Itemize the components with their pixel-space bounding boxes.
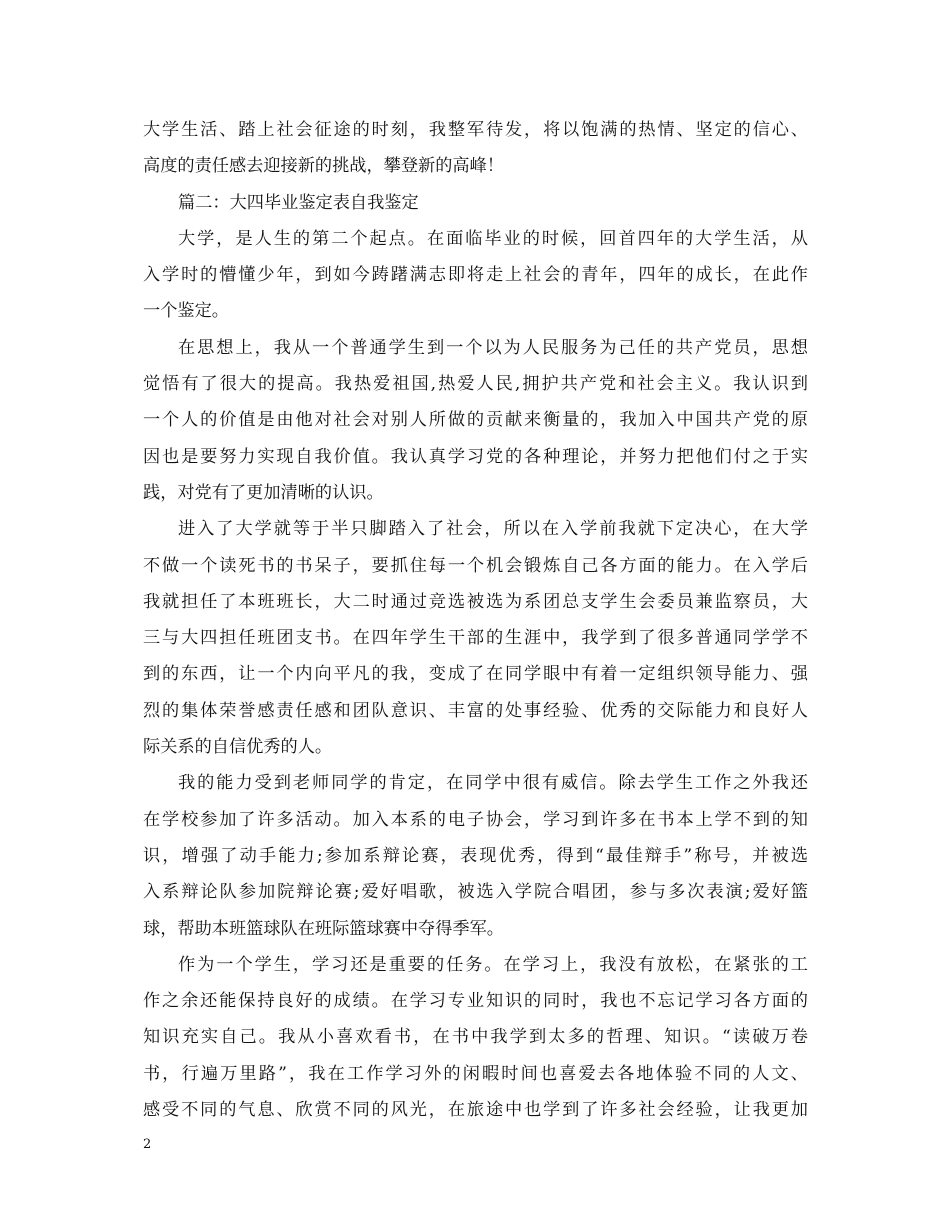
text-line: 书，行遍万里路”，我在工作学习外的闲暇时间也喜爱去各地体验不同的人文、 [143,1063,808,1084]
text-line: 知识充实自己。我从小喜欢看书，在书中我学到太多的哲理、知识。“读破万卷 [143,1027,808,1048]
document-body [143,112,808,1128]
text-line: 球，帮助本班篮球队在班际篮球赛中夺得季军。 [143,918,504,939]
text-line: 一个人的价值是由他对社会对别人所做的贡献来衡量的，我加入中国共产党的原 [143,410,808,431]
text-line: 烈的集体荣誉感责任感和团队意识、丰富的处事经验、优秀的交际能力和良好人 [143,700,808,721]
text-line: 我就担任了本班班长，大二时通过竞选被选为系团总支学生会委员兼监察员，大 [143,591,808,612]
text-line: 一个鉴定。 [143,301,229,322]
text-line: 因也是要努力实现自我价值。我认真学习党的各种理论，并努力把他们付之于实 [143,446,808,467]
text-line: 在学校参加了许多活动。加入本系的电子协会，学习到许多在书本上学不到的知 [143,809,808,830]
section-heading: 篇二：大四毕业鉴定表自我鉴定 [178,192,419,213]
text-line: 大学，是人生的第二个起点。在面临毕业的时候，回首四年的大学生活，从 [178,228,808,249]
text-line: 作为一个学生，学习还是重要的任务。在学习上，我没有放松，在紧张的工 [178,954,808,975]
text-line: 三与大四担任班团支书。在四年学生干部的生涯中，我学到了很多普通同学学不 [143,628,808,649]
text-line: 入系辩论队参加院辩论赛;爱好唱歌，被选入学院合唱团，参与多次表演;爱好篮 [143,882,808,903]
text-line: 进入了大学就等于半只脚踏入了社会，所以在入学前我就下定决心，在大学 [178,519,808,540]
page-number: 2 [143,1137,152,1152]
text-line: 入学时的懵懂少年，到如今踌躇满志即将走上社会的青年，四年的成长，在此作 [143,265,808,286]
text-line: 我的能力受到老师同学的肯定，在同学中很有威信。除去学生工作之外我还 [178,773,808,794]
text-line: 际关系的自信优秀的人。 [143,737,333,758]
text-line: 感受不同的气息、欣赏不同的风光，在旅途中也学到了许多社会经验，让我更加 [143,1100,808,1121]
text-line: 作之余还能保持良好的成绩。在学习专业知识的同时，我也不忘记学习各方面的 [143,991,808,1012]
text-line: 到的东西，让一个内向平凡的我，变成了在同学眼中有着一定组织领导能力、强 [143,664,808,685]
text-line: 识，增强了动手能力;参加系辩论赛，表现优秀，得到“最佳辩手”称号，并被选 [143,845,808,866]
text-line: 高度的责任感去迎接新的挑战，攀登新的高峰！ [143,156,504,177]
text-line: 大学生活、踏上社会征途的时刻，我整军待发，将以饱满的热情、坚定的信心、 [143,120,808,140]
text-line: 在思想上，我从一个普通学生到一个以为人民服务为己任的共产党员，思想 [178,337,808,358]
text-line: 不做一个读死书的书呆子，要抓住每一个机会锻炼自己各方面的能力。在入学后 [143,555,808,576]
text-line: 觉悟有了很大的提高。我热爱祖国,热爱人民,拥护共产党和社会主义。我认识到 [143,374,808,395]
text-line: 践，对党有了更加清晰的认识。 [143,482,384,503]
